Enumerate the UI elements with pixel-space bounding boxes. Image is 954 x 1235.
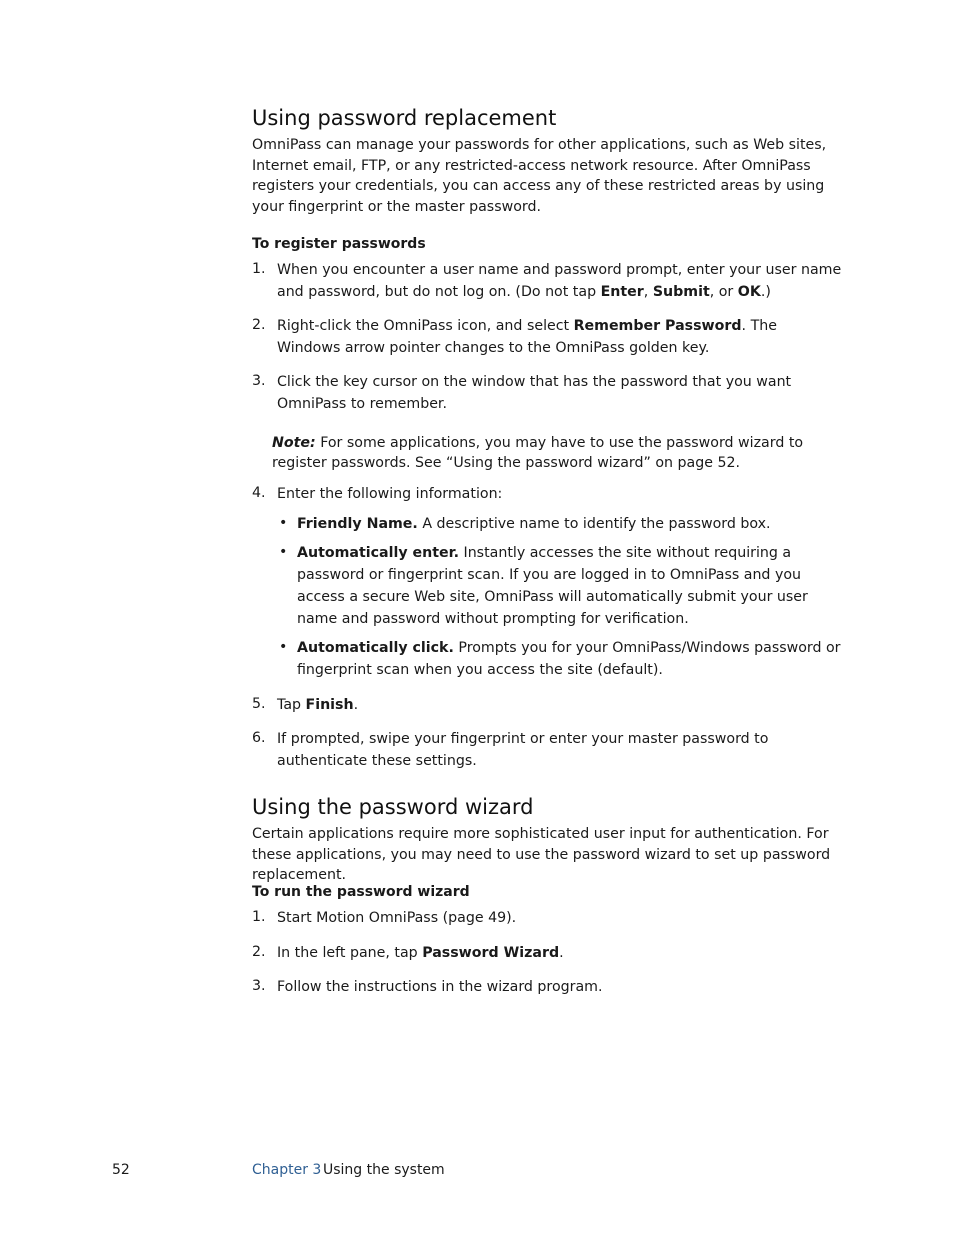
bullet-item: Automatically click. Prompts you for your OmniPass/Windows password or fingerprint scan when you access the site (default). <box>297 640 841 678</box>
step-number: 5. <box>252 696 266 712</box>
step-text: If prompted, swipe your fingerprint or enter your master password to authenticate these settings. <box>277 731 769 769</box>
step-number: 3. <box>252 978 266 994</box>
step-number: 2. <box>252 944 266 960</box>
section-title-password-wizard: Using the password wizard <box>252 795 534 819</box>
page-number: 52 <box>112 1162 130 1178</box>
bullet-marker: • <box>279 544 288 560</box>
step-text: Right-click the OmniPass icon, and select Remember Password. The Windows arrow pointer changes to the OmniPass golden key. <box>277 318 777 356</box>
step-text: Tap Finish. <box>277 697 359 713</box>
procedure-heading: To run the password wizard <box>252 884 470 900</box>
footer-chapter-title: Using the system <box>323 1162 445 1178</box>
bullet-marker: • <box>279 515 288 531</box>
step-text: In the left pane, tap Password Wizard. <box>277 945 564 961</box>
bullet-marker: • <box>279 639 288 655</box>
procedure-heading: To register passwords <box>252 236 426 252</box>
note: Note: For some applications, you may have to use the password wizard to register passwords. See “Using the password wizard” on page 52. <box>272 435 804 471</box>
section-title-password-replacement: Using password replacement <box>252 106 557 130</box>
step-text: Click the key cursor on the window that has the password that you want OmniPass to remember. <box>277 374 792 412</box>
section-intro: OmniPass can manage your passwords for other applications, such as Web sites, Internet email, FTP, or any restricted-access network resource. After OmniPass registers your credentials, you can access any of these restricted areas by using your fingerprint or the master password. <box>252 137 827 215</box>
step-number: 1. <box>252 261 266 277</box>
step-text: When you encounter a user name and password prompt, enter your user name and password, but do not log on. (Do not tap Enter, Submit, or OK.) <box>277 262 842 300</box>
step-number: 3. <box>252 373 266 389</box>
section-intro: Certain applications require more sophisticated user input for authentication. For these applications, you may need to use the password wizard to set up password replacement. <box>252 826 831 883</box>
step-text: Follow the instructions in the wizard program. <box>277 979 603 995</box>
step-text: Start Motion OmniPass (page 49). <box>277 910 517 926</box>
step-number: 6. <box>252 730 266 746</box>
footer-chapter: Chapter 3 <box>252 1162 322 1178</box>
step-number: 2. <box>252 317 266 333</box>
bullet-item: Friendly Name. A descriptive name to identify the password box. <box>297 516 771 532</box>
bullet-item: Automatically enter. Instantly accesses the site without requiring a password or fingerprint scan. If you are logged in to OmniPass and you access a secure Web site, OmniPass will automatically submit your user name and password without prompting for verification. <box>297 545 808 627</box>
step-number: 1. <box>252 909 266 925</box>
step-number: 4. <box>252 485 266 501</box>
step-text: Enter the following information: <box>277 486 503 502</box>
